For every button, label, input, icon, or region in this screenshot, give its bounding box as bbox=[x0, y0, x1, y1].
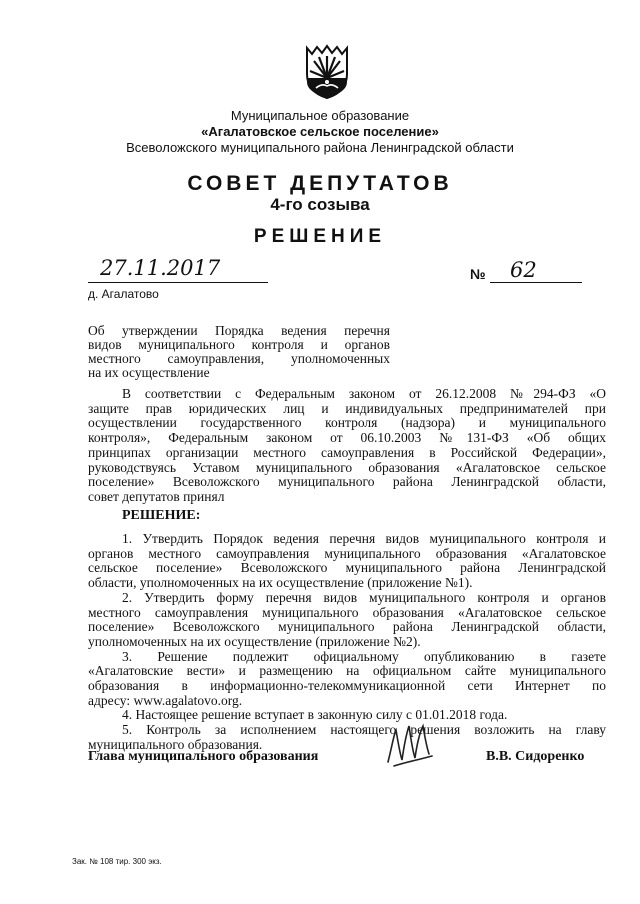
council-title: СОВЕТ ДЕПУТАТОВ bbox=[187, 172, 453, 195]
item-line: 4. Настоящее решение вступает в законную силу с 01.01.2018 года. bbox=[122, 707, 508, 723]
subject-line: видов муниципального контроля и органов bbox=[88, 337, 390, 352]
item-line: 5. Контроль за исполнением настоящего решения возложить на главу bbox=[122, 722, 606, 738]
place: д. Агалатово bbox=[88, 287, 159, 301]
convocation: 4-го созыва bbox=[270, 195, 370, 214]
org-line-1: Муниципальное образование bbox=[230, 108, 410, 123]
number-underline bbox=[490, 282, 582, 283]
preamble bbox=[88, 387, 606, 505]
signature-title: Глава муниципального образования bbox=[88, 749, 319, 764]
item-line: муниципального образования. bbox=[88, 736, 263, 752]
handwritten-number: 62 bbox=[510, 258, 537, 282]
item-line: поселение» Всеволожского муниципального района Ленинградской области, bbox=[88, 619, 606, 635]
item-line: адресу: www.agalatovo.org. bbox=[88, 692, 243, 708]
preamble-line: осуществлении государственного контроля (надзора) и муниципального bbox=[88, 415, 606, 431]
item-line: уполномоченных на их осуществление (приложение №2). bbox=[88, 633, 421, 649]
subject-line: местного самоуправления, уполномоченных bbox=[88, 351, 390, 366]
date-underline bbox=[88, 282, 268, 283]
preamble-line: принципах организации местного самоуправления в Российской Федерации», bbox=[88, 444, 606, 460]
number-label: № bbox=[470, 266, 486, 282]
emblem-icon bbox=[304, 44, 350, 100]
item-line: области, уполномоченных на их осуществление (приложение №1). bbox=[88, 575, 473, 591]
subject bbox=[88, 324, 390, 380]
item-line: 3. Решение подлежит официальному опубликованию в газете bbox=[122, 648, 606, 664]
preamble-line: защите прав юридических лиц и индивидуальных предпринимателей при bbox=[88, 400, 606, 416]
handwritten-date: 27.11.2017 bbox=[100, 256, 221, 280]
subject-line: на их осуществление bbox=[88, 365, 210, 380]
decision-heading: РЕШЕНИЕ: bbox=[122, 508, 201, 523]
org-line-3: Всеволожского муниципального района Ленинградской области bbox=[126, 140, 514, 155]
preamble-line: В соответствии с Федеральным законом от 26.12.2008 №294-ФЗ «О bbox=[122, 386, 606, 401]
subject-line: Об утверждении Порядка ведения перечня bbox=[88, 323, 390, 338]
print-info: Зак. № 108 тир. 300 экз. bbox=[72, 857, 162, 866]
preamble-line: контроля», Федеральным законом от 06.10.2003 №131-ФЗ «Об общих bbox=[88, 430, 606, 446]
preamble-line: совет депутатов принял bbox=[88, 488, 225, 504]
preamble-line: руководствуясь Уставом муниципального образования «Агалатовское сельское bbox=[88, 459, 606, 475]
item-line: сельское поселение» Всеволожского муниципального района Ленинградской bbox=[88, 560, 606, 576]
handwritten-signature-icon bbox=[380, 716, 440, 776]
preamble-line: поселение» Всеволожского муниципального района Ленинградской области, bbox=[88, 474, 606, 490]
item-line: местного самоуправления муниципального образования «Агалатовское сельское bbox=[88, 604, 606, 620]
document-type: РЕШЕНИЕ bbox=[253, 226, 387, 247]
item-line: 1. Утвердить Порядок ведения перечня видов муниципального контроля и bbox=[122, 531, 606, 546]
org-line-2: «Агалатовское сельское поселение» bbox=[201, 124, 439, 139]
item-line: 2. Утвердить форму перечня видов муниципального контроля и органов bbox=[122, 589, 606, 605]
item-line: органов местного самоуправления муниципального образования «Агалатовское bbox=[88, 545, 606, 561]
item-line: образования в информационно-телекоммуникационной сети Интернет по bbox=[88, 678, 606, 694]
decision-items bbox=[88, 532, 606, 753]
signatory-name: В.В. Сидоренко bbox=[486, 749, 585, 764]
item-line: «Агалатовские вести» и размещению на официальном сайте муниципального bbox=[88, 663, 606, 679]
